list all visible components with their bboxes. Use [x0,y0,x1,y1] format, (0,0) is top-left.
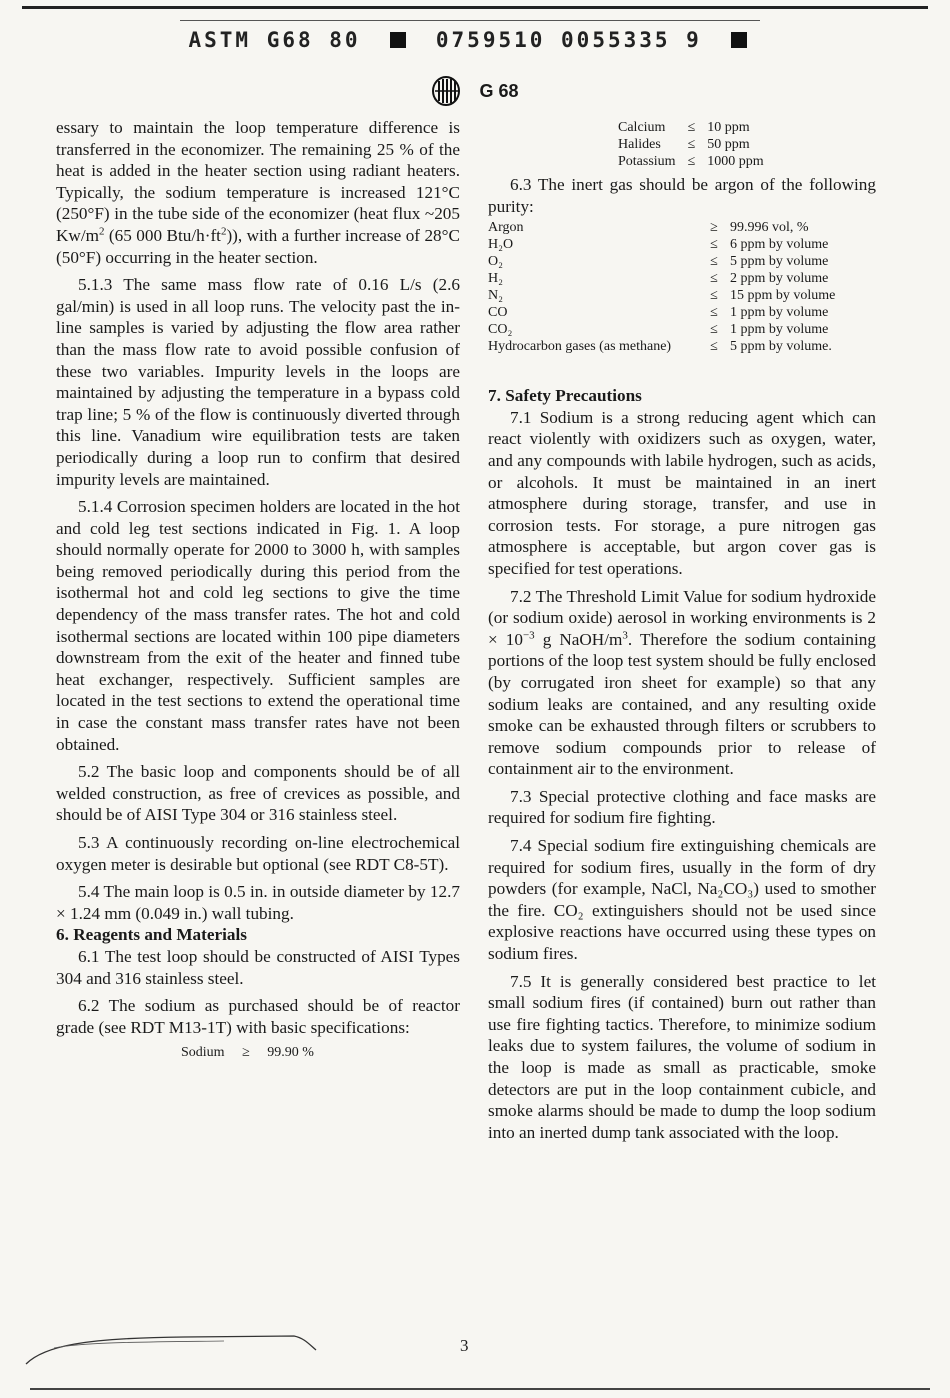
spec-row: Calcium ≤ 10 ppm [618,120,750,135]
paragraph-6-3: 6.3 The inert gas should be argon of the following purity: [488,175,876,216]
argon-spec-table [488,219,876,355]
document-header [0,28,950,52]
spec-row: Hydrocarbon gases (as methane) ≤ 5 ppm by volume. [488,339,832,355]
standard-code: G 68 [479,80,519,101]
header-left-code: ASTM G68 80 [188,28,361,52]
paragraph-7-1: 7.1 Sodium is a strong reducing agent which can react violently with oxidizers such as oxygen, water, and any compounds with labile hydrogen, such as acids, or alcohols. It must be maintained in an inert atmosphere during storage, transfer, and use in corrosion tests. For storage, a pure nitrogen gas atmosphere is acceptable, but argon cover gas is specified for test operations. [488,407,876,578]
header-right-code: 0759510 0055335 9 [435,28,702,52]
paragraph-7-3: 7.3 Special protective clothing and face masks are required for sodium fire fighting. [488,786,876,828]
header-rule [180,20,760,21]
paragraph-7-5: 7.5 It is generally considered best practice to let small sodium fires (if contained) burn out rather than use fire fighting tactics. Therefore, to minimize sodium leaks due to system failures, the volume of sodium in the loop is made as small as practicable, smoke detectors are put in the loop containment cubicle, and smoke alarms should be made to dump the loop sodium into an inerted dump tank associated with the loop. [488,971,876,1142]
paragraph-6-2: 6.2 The sodium as purchased should be of reactor grade (see RDT M13-1T) with basic specifications: [56,996,460,1037]
section-heading-6: 6. Reagents and Materials [56,925,247,945]
paragraph-5-2: 5.2 The basic loop and components should be of all welded construction, as free of crevices as possible, and should be of AISI Type 304 or 316 stainless steel. [56,762,460,825]
spec-row: Argon ≥ 99.996 vol, % [488,220,809,236]
sodium-spec-line: Sodium ≥ 99.90 % [181,1045,314,1061]
top-border-rule [22,6,928,9]
spec-row: O₂ ≤ 5 ppm by volume [488,254,829,270]
astm-logo-icon [431,76,461,106]
sodium-spec-table [618,119,764,170]
spec-row: Halides ≤ 50 ppm [618,137,750,152]
paragraph-economizer: essary to maintain the loop temperature difference is transferred in the economizer. The remaining 25 % of the heat is added in the heater section using radiant heaters. Typically, the sodium temperature is increased 121°C (250°F) in the tube side of the economizer (heat flux ~205 $Kw/m^2$ (65 000 Btu/$h\cdot ft^2$)), with a further increase of 28°C (50°F) occurring in the heater section. [56,118,460,267]
spec-row: CO ≤ 1 ppm by volume [488,305,829,321]
section-heading-7: 7. Safety Precautions [488,386,642,406]
paragraph-7-4: 7.4 Special sodium fire extinguishing chemicals are required for sodium fires, usually in the form of dry powders (for example, NaCl, Na₂CO₃) used to smother the fire. CO₂ extinguishers should not be used since explosive reactions have occurred using these types on sodium fires. [488,836,876,964]
spec-row: CO₂ ≤ 1 ppm by volume [488,322,829,338]
spec-row: H₂O ≤ 6 ppm by volume [488,237,829,253]
header-block-mark-end [731,32,747,48]
paragraph-6-1: 6.1 The test loop should be constructed of AISI Types 304 and 316 stainless steel. [56,946,460,988]
right-column [488,117,876,1143]
paragraph-5-3: 5.3 A continuously recording on-line electrochemical oxygen meter is desirable but optional (see RDT C8-5T). [56,833,460,874]
spec-row: Potassium ≤ 1000 ppm [618,154,764,169]
spec-row: N₂ ≤ 15 ppm by volume [488,288,836,304]
paragraph-5-1-4: 5.1.4 Corrosion specimen holders are located in the hot and cold leg test sections indicated in Fig. 1. A loop should normally operate for 2000 to 3000 h, with samples being removed periodically during this period from the isothermal hot and cold leg sections to give the time dependency of the mass transfer rates. The hot and cold isothermal sections are located within 100 pipe diameters downstream from the exit of the heater and finned tube heat exchanger, respectively. Sufficient samples are located in the test sections to extend the operational time in case the constant mass transfer rates have not been obtained. [56,497,460,754]
footer-decorative-curve [24,1326,324,1366]
header-block-mark [390,32,406,48]
standard-designation [0,76,950,106]
page-number: 3 [460,1336,469,1355]
paragraph-7-2: 7.2 The Threshold Limit Value for sodium hydroxide (or sodium oxide) aerosol in working environments is $2 \times 10^{-3}$ g NaOH/$m^3$. Therefore the sodium containing portions of the loop test system should be fully enclosed (by corrugated iron sheet for example) so that any sodium leaks are contained, and any resulting oxide smoke can be exhausted through filters or scrubbers to remove sodium compounds prior to release of containment air to the environment. [488,586,876,779]
left-column [56,117,460,1064]
paragraph-5-1-3: 5.1.3 The same mass flow rate of 0.16 L/s (2.6 gal/min) is used in all loop runs. The velocity past the in-line samples is varied by adjusting the flow area rather than the mass flow rate to avoid possible confusion of these two variables. Impurity levels in the loops are maintained by adjusting the temperature in a bypass cold trap line; 5 % of the flow is continuously diverted through this line. Vanadium wire equilibration tests are taken periodically during a loop run to confirm that desired impurity levels are maintained. [56,275,460,489]
bottom-border-rule [30,1388,930,1390]
spec-row: H₂ ≤ 2 ppm by volume [488,271,829,287]
paragraph-5-4: 5.4 The main loop is 0.5 in. in outside diameter by 12.7 × 1.24 mm (0.049 in.) wall tubing. [56,882,460,923]
